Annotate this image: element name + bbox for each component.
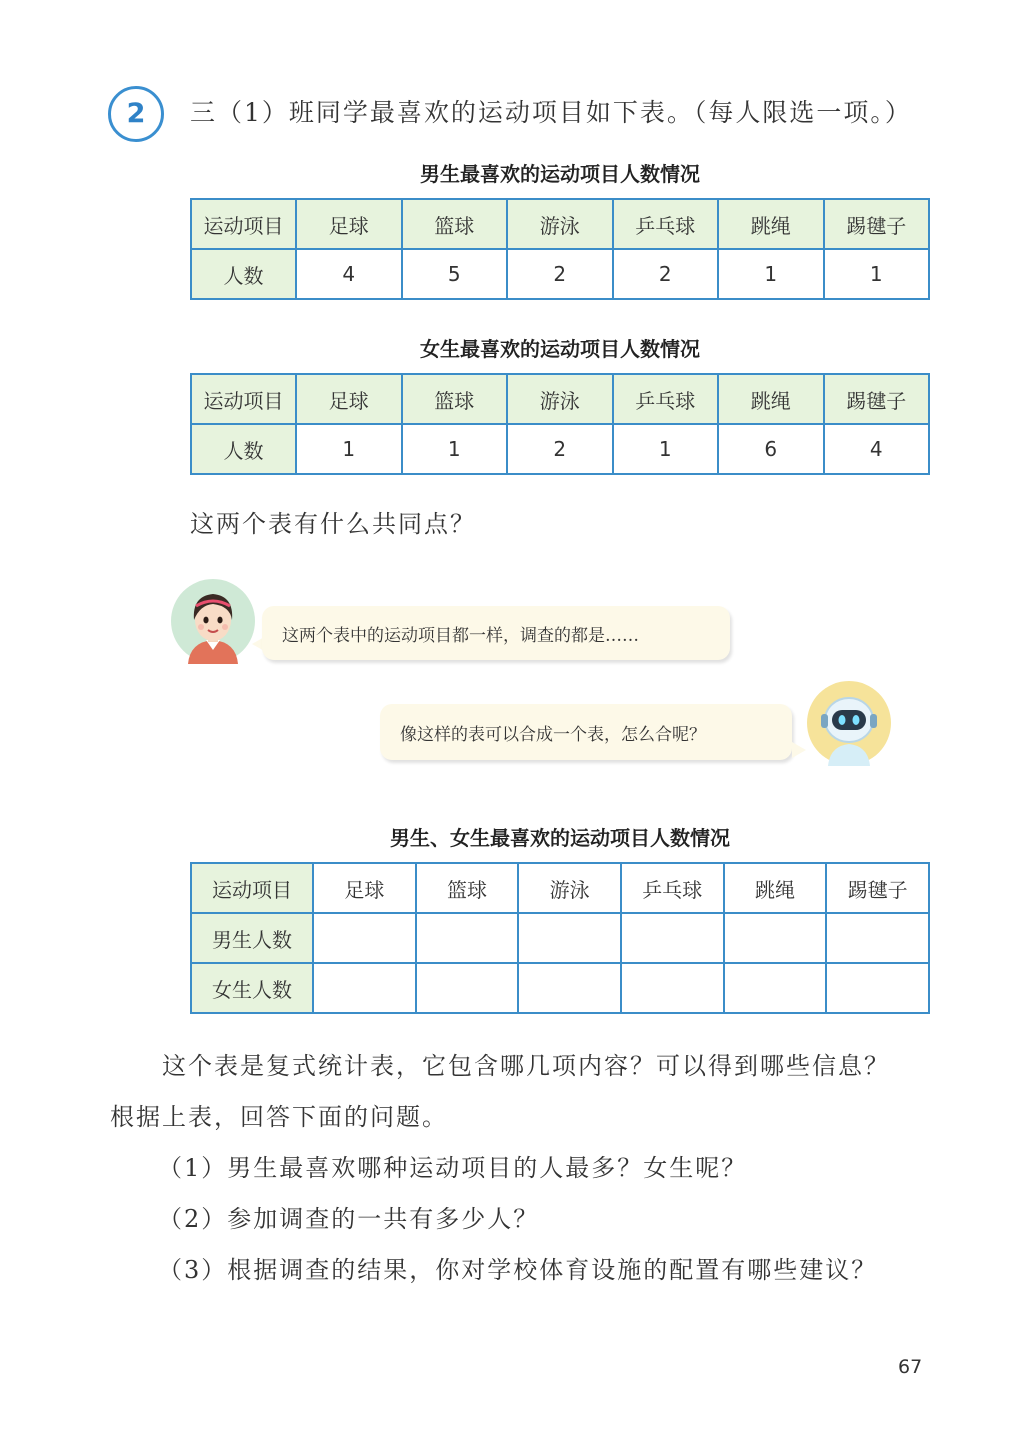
table-row: [191, 424, 929, 474]
table-row: [191, 199, 929, 249]
table-header-cell: 乒乓球: [613, 374, 719, 424]
boys-table-caption: 男生最喜欢的运动项目人数情况: [420, 162, 700, 186]
robot-bubble-tail: [792, 742, 806, 758]
table-header-cell: 篮球: [402, 374, 508, 424]
table-cell: [518, 963, 621, 1013]
table-cell: [416, 963, 519, 1013]
table-row: [191, 374, 929, 424]
table-cell: 1: [824, 249, 930, 299]
table-cell: [724, 963, 827, 1013]
table-cell: [826, 913, 929, 963]
table-cell: [313, 913, 416, 963]
table-header-cell: 踢毽子: [824, 374, 930, 424]
paragraph-line-1: 这个表是复式统计表，它包含哪几项内容？可以得到哪些信息？: [162, 1052, 890, 1080]
robot-avatar: [806, 680, 892, 766]
table-cell: [313, 963, 416, 1013]
table-header-cell: 踢毽子: [824, 199, 930, 249]
robot-speech-text: 像这样的表可以合成一个表，怎么合呢？: [400, 724, 706, 745]
page-number: 67: [898, 1356, 923, 1378]
table-row: [191, 963, 929, 1013]
table-header-cell: 跳绳: [724, 863, 827, 913]
table-header-cell: 足球: [296, 374, 402, 424]
problem-statement: 三（1）班同学最喜欢的运动项目如下表。（每人限选一项。）: [190, 98, 912, 127]
table-header-cell: 足球: [296, 199, 402, 249]
table-header-cell: 乒乓球: [613, 199, 719, 249]
table-cell: [518, 913, 621, 963]
girl-speech-bubble: [262, 606, 730, 660]
table-cell: 2: [507, 249, 613, 299]
table-row: [191, 913, 929, 963]
table-header-cell: 游泳: [507, 199, 613, 249]
table-header-cell: 足球: [313, 863, 416, 913]
table-row: [191, 863, 929, 913]
problem-number-badge: 2: [108, 86, 164, 142]
combined-table-caption: 男生、女生最喜欢的运动项目人数情况: [390, 826, 730, 850]
table-header-cell: 篮球: [416, 863, 519, 913]
table-header-cell: 运动项目: [191, 863, 313, 913]
table-row: [191, 249, 929, 299]
girls-table-caption: 女生最喜欢的运动项目人数情况: [420, 337, 700, 361]
table-row-label: 人数: [191, 424, 296, 474]
question-3: （3）根据调查的结果，你对学校体育设施的配置有哪些建议？: [158, 1256, 878, 1284]
girls-table: [190, 373, 930, 475]
table-header-cell: 游泳: [507, 374, 613, 424]
table-cell: [416, 913, 519, 963]
table-header-cell: 运动项目: [191, 199, 296, 249]
table-header-cell: 跳绳: [718, 199, 824, 249]
boys-table: [190, 198, 930, 300]
table-cell: 1: [402, 424, 508, 474]
table-cell: 4: [824, 424, 930, 474]
table-cell: 6: [718, 424, 824, 474]
table-row-label: 人数: [191, 249, 296, 299]
table-header-cell: 乒乓球: [621, 863, 724, 913]
table-cell: 1: [296, 424, 402, 474]
table-header-cell: 游泳: [518, 863, 621, 913]
girl-avatar: [170, 578, 256, 664]
table-cell: 1: [718, 249, 824, 299]
question-2: （2）参加调查的一共有多少人？: [158, 1205, 540, 1233]
common-point-question: 这两个表有什么共同点？: [190, 510, 476, 538]
table-header-cell: 跳绳: [718, 374, 824, 424]
combined-table: [190, 862, 930, 1014]
table-cell: [724, 913, 827, 963]
table-cell: 2: [613, 249, 719, 299]
question-1: （1）男生最喜欢哪种运动项目的人最多？女生呢？: [158, 1154, 748, 1182]
table-cell: 1: [613, 424, 719, 474]
girl-speech-text: 这两个表中的运动项目都一样，调查的都是……: [282, 625, 639, 646]
robot-speech-bubble: [380, 704, 792, 760]
table-header-cell: 篮球: [402, 199, 508, 249]
table-cell: [621, 913, 724, 963]
table-row-label: 男生人数: [191, 913, 313, 963]
table-cell: 2: [507, 424, 613, 474]
table-row-label: 女生人数: [191, 963, 313, 1013]
table-cell: 5: [402, 249, 508, 299]
robot-avatar-icon: [806, 680, 892, 766]
table-cell: [621, 963, 724, 1013]
paragraph-line-2: 根据上表，回答下面的问题。: [110, 1103, 448, 1131]
table-cell: [826, 963, 929, 1013]
table-header-cell: 踢毽子: [826, 863, 929, 913]
table-header-cell: 运动项目: [191, 374, 296, 424]
table-cell: 4: [296, 249, 402, 299]
girl-avatar-icon: [170, 578, 256, 664]
